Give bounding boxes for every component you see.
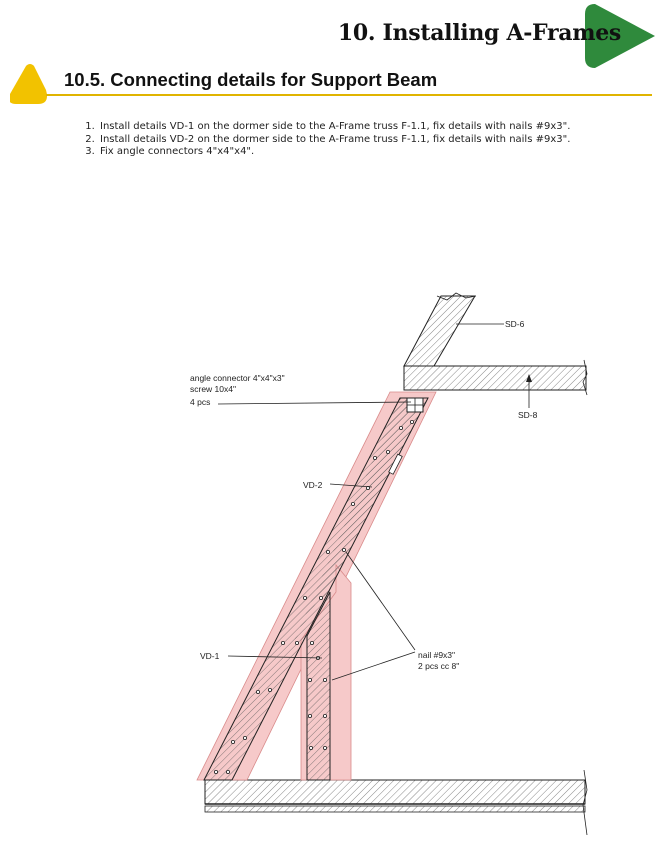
angle-connector-icon <box>407 398 423 412</box>
instruction-step: 2. Install details VD-2 on the dormer side to the A-Frame truss F-1.1, fix details with nails #9x3". <box>98 134 570 147</box>
instruction-step: 3. Fix angle connectors 4"x4"x4". <box>98 146 570 159</box>
section-title: 10.5. Connecting details for Support Beam <box>64 69 438 90</box>
label-connector-line3: 4 pcs <box>190 397 211 407</box>
label-connector-line2: screw 10x4" <box>190 384 237 394</box>
bottom-plate <box>205 770 587 835</box>
label-sd6: SD-6 <box>505 319 525 329</box>
chapter-title: 10. Installing A-Frames <box>337 20 621 46</box>
label-vd2: VD-2 <box>303 480 323 490</box>
label-sd8: SD-8 <box>518 410 538 420</box>
instruction-step: 1. Install details VD-1 on the dormer side to the A-Frame truss F-1.1, fix details with nails #9x3". <box>98 121 570 134</box>
label-connector-line1: angle connector 4"x4"x3" <box>190 373 285 383</box>
label-vd1: VD-1 <box>200 651 220 661</box>
label-nail-line2: 2 pcs cc 8" <box>418 661 460 671</box>
label-nail-line1: nail #9x3" <box>418 650 456 660</box>
rafter-sd6 <box>404 293 476 366</box>
